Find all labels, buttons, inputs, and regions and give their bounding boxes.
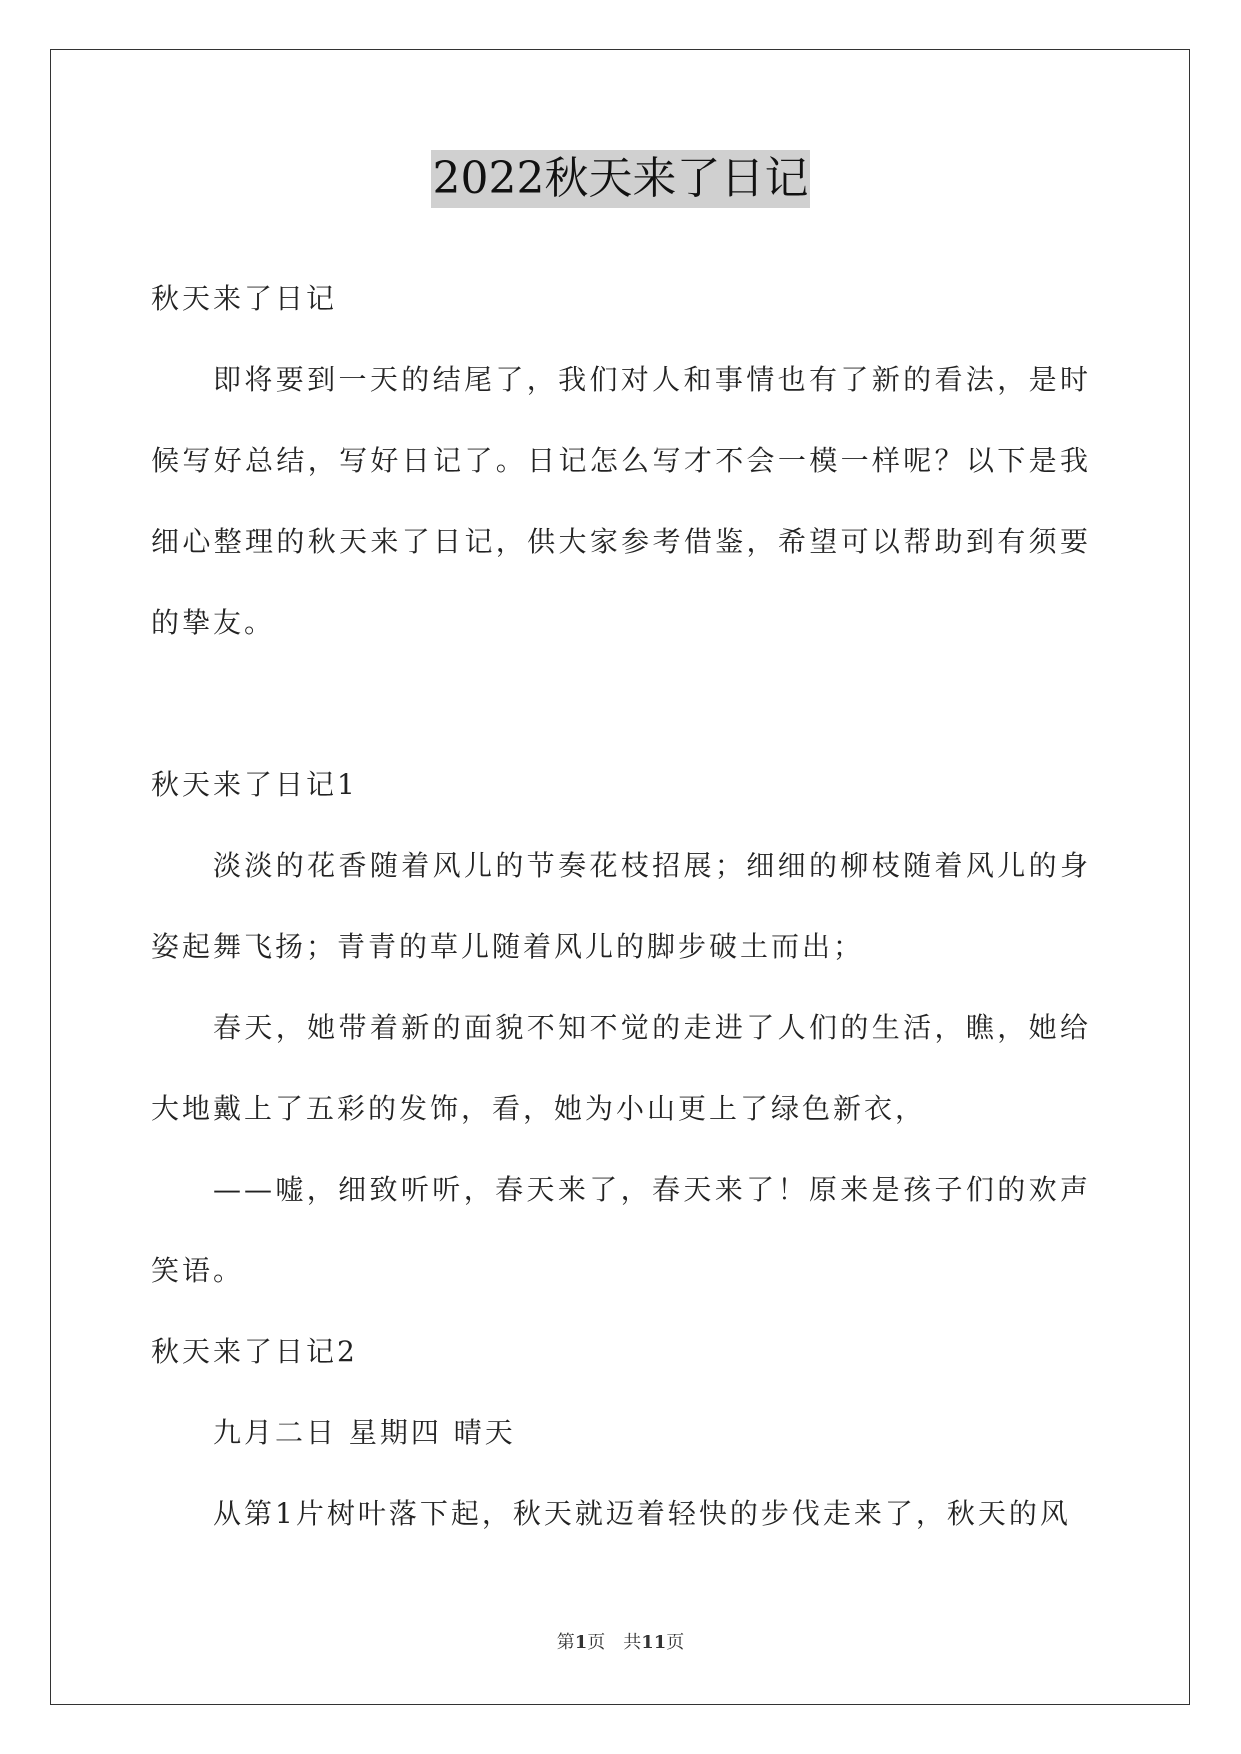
body-paragraph: 从第1片树叶落下起，秋天就迈着轻快的步伐走来了，秋天的风: [213, 1497, 1071, 1530]
footer-current-page: 1: [574, 1632, 588, 1653]
diary-date-line: 九月二日 星期四 晴天: [213, 1416, 516, 1449]
body-paragraph: 春天，她带着新的面貌不知不觉的走进了人们的生活，瞧，她给大地戴上了五彩的发饰，看，她为小山更上了绿色新衣，: [151, 1011, 1091, 1125]
section-heading-1: 秋天来了日记1: [151, 768, 358, 801]
footer-prefix: 第: [556, 1632, 575, 1653]
section-heading-intro: 秋天来了日记: [151, 282, 338, 315]
footer-mid: 页 共: [587, 1632, 642, 1653]
document-title-text: 2022秋天来了日记: [431, 150, 811, 208]
footer-total-pages: 11: [641, 1632, 667, 1653]
body-paragraph: 淡淡的花香随着风儿的节奏花枝招展；细细的柳枝随着风儿的身姿起舞飞扬；青青的草儿随着风儿的脚步破土而出；: [151, 849, 1091, 963]
document-body: [151, 258, 1091, 1554]
page-footer: [0, 1628, 1241, 1654]
footer-suffix: 页: [666, 1632, 685, 1653]
spacer: [151, 663, 1091, 744]
document-title: [0, 150, 1241, 208]
intro-paragraph: 即将要到一天的结尾了，我们对人和事情也有了新的看法，是时候写好总结，写好日记了。日记怎么写才不会一模一样呢？以下是我细心整理的秋天来了日记，供大家参考借鉴，希望可以帮助到有须要的挚友。: [151, 363, 1091, 639]
section-heading-2: 秋天来了日记2: [151, 1335, 358, 1368]
body-paragraph: ——嘘，细致听听，春天来了，春天来了！原来是孩子们的欢声笑语。: [151, 1173, 1091, 1287]
